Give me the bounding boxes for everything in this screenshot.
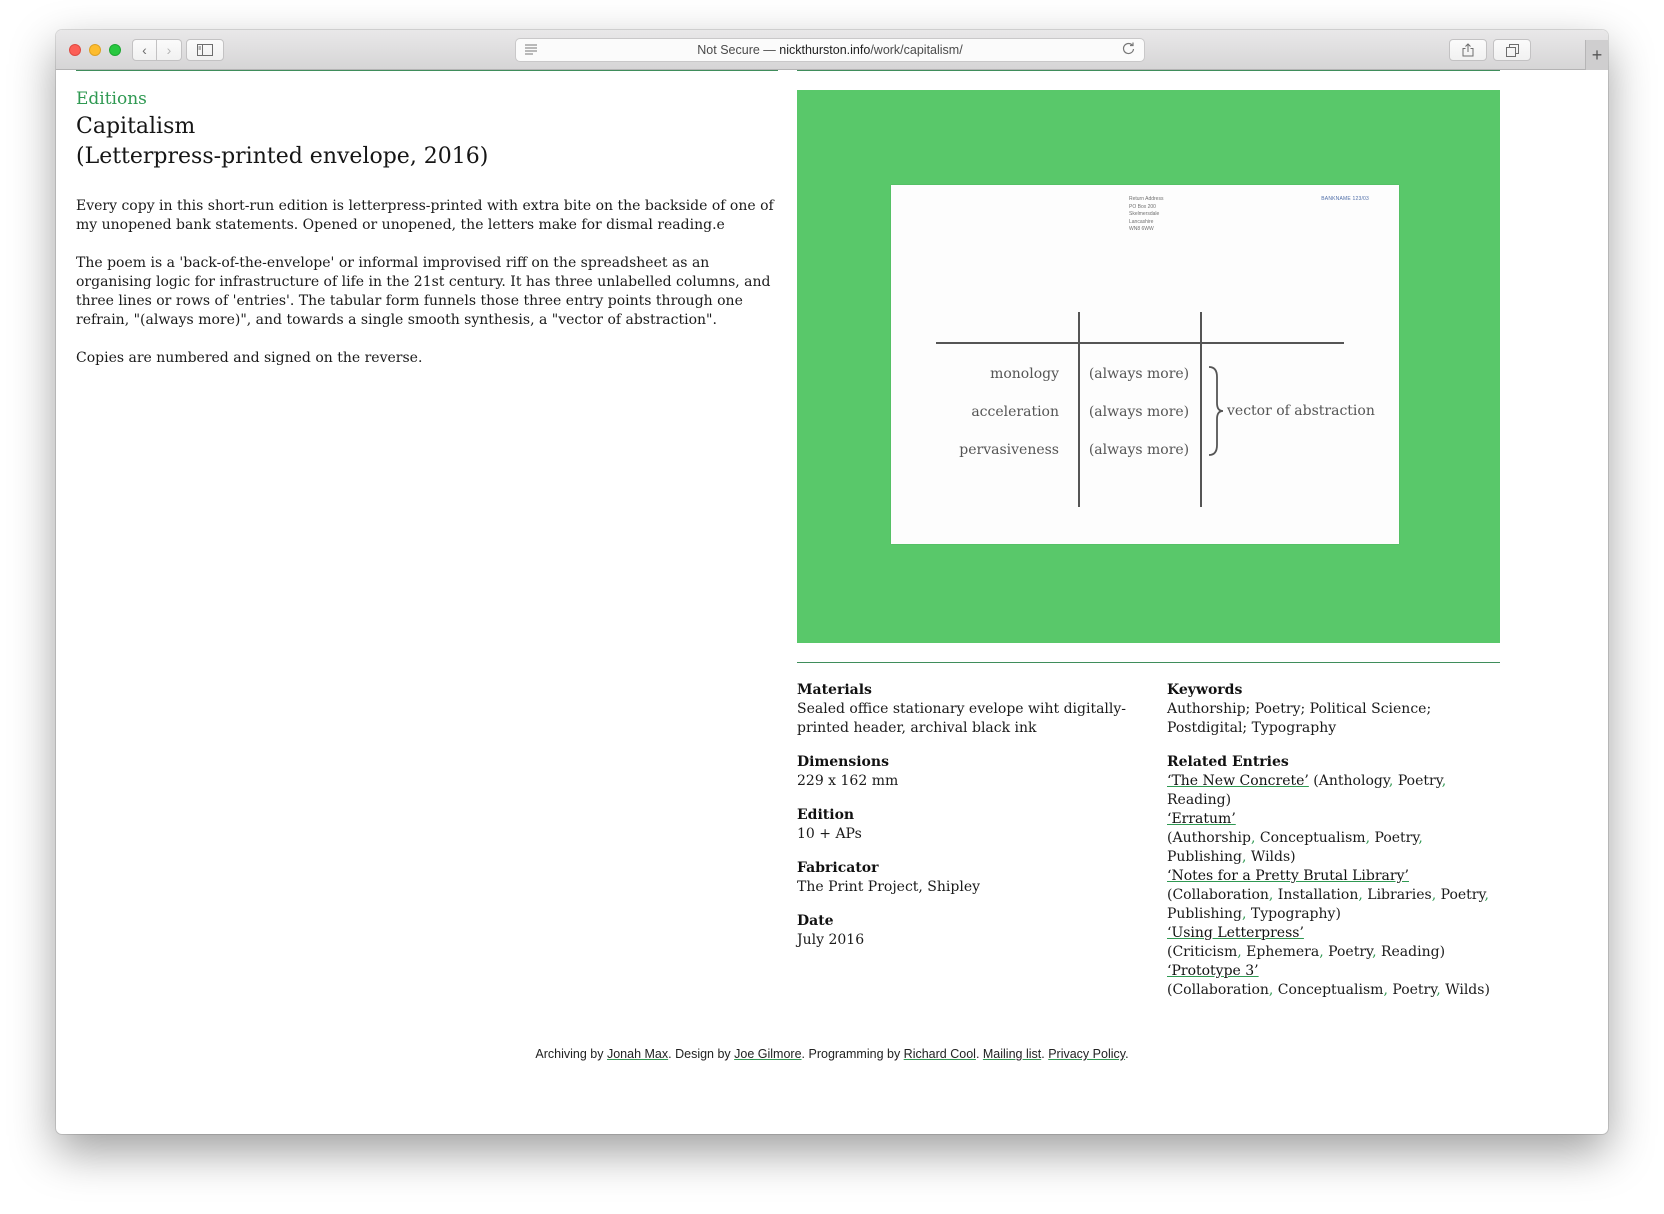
edition-field: Edition 10 + APs: [797, 807, 862, 842]
reload-icon[interactable]: [1122, 41, 1135, 58]
tabs-overview-button[interactable]: [1493, 39, 1531, 61]
history-nav: [132, 39, 182, 61]
related-entry-link[interactable]: ‘Erratum’: [1167, 811, 1236, 827]
keyword-tag[interactable]: Reading: [1167, 792, 1226, 808]
share-icon: [1462, 43, 1474, 57]
close-window-button[interactable]: [69, 44, 81, 56]
keyword-tag[interactable]: Ephemera: [1246, 944, 1320, 960]
keyword-tag[interactable]: Poetry: [1397, 773, 1442, 789]
related-entry-link[interactable]: ‘Using Letterpress’: [1167, 925, 1304, 941]
designer-link[interactable]: Joe Gilmore: [734, 1047, 802, 1061]
title-bar: [56, 30, 1608, 70]
materials-field: Materials Sealed office stationary evelope wiht digitally-printed header, archival black ink: [797, 682, 1127, 736]
poem-table: [891, 185, 1399, 544]
related-entry-link[interactable]: ‘Prototype 3’: [1167, 963, 1259, 979]
plus-icon: +: [1591, 44, 1603, 65]
envelope: [891, 185, 1399, 544]
address-bar[interactable]: [515, 38, 1145, 62]
date-field: Date July 2016: [797, 913, 865, 948]
envelope-return-address: Return Address PO Box 200 Skelmersdale Lancashire WN8 6WW: [1129, 196, 1164, 233]
forward-button[interactable]: [157, 39, 182, 61]
footer: Archiving by Jonah Max. Design by Joe Gilmore. Programming by Richard Cool. Mailing list. Privacy Policy.: [535, 1047, 1129, 1061]
poem-refrain: (always more): [1088, 366, 1190, 382]
keyword-tag[interactable]: Typography: [1250, 906, 1336, 922]
related-entry-link[interactable]: ‘The New Concrete’: [1167, 773, 1309, 789]
keyword-tag[interactable]: Anthology: [1318, 773, 1389, 789]
keywords-field: Keywords Authorship; Poetry; Political Science; Postdigital; Typography: [1167, 682, 1432, 736]
privacy-policy-link[interactable]: Privacy Policy: [1048, 1047, 1126, 1061]
related-entry-tags: (Collaboration, Installation, Libraries, Poetry, Publishing, Typography): [1167, 887, 1489, 922]
related-entries: Related Entries ‘The New Concrete’ (Anthology, Poetry, Reading) ‘Erratum’ (Authorship, Conceptualism, Poetry, Publishing, Wilds) ‘Notes for a Pretty Brutal Library’ (Collaboration, Installation, Libraries, Poetry, Publishing, Typography) ‘Using Letterpress’ (Criticism, Ephemera, Poetry, Reading) ‘Prototype 3’ (Collaboration, Conceptualism, Poetry, Wilds): [1167, 753, 1505, 1000]
minimize-window-button[interactable]: [89, 44, 101, 56]
divider: [76, 70, 778, 71]
chevron-left-icon: ‹: [142, 42, 147, 58]
category-link[interactable]: Editions: [76, 89, 147, 109]
poem-row-label: monology: [990, 366, 1059, 382]
dimensions-field: Dimensions 229 x 162 mm: [797, 754, 899, 789]
page-content: [56, 70, 1608, 1134]
related-entry-tags: (Anthology, Poetry, Reading): [1167, 773, 1447, 808]
chevron-right-icon: ›: [166, 42, 172, 58]
poem-row-label: acceleration: [971, 404, 1059, 420]
new-tab-button[interactable]: [1585, 40, 1608, 70]
archivist-link[interactable]: Jonah Max: [606, 1047, 669, 1061]
related-entry: [1167, 962, 1505, 1000]
url-host: nickthurston.info: [779, 43, 871, 57]
keyword-tag[interactable]: Poetry: [1374, 830, 1419, 846]
related-entry: [1167, 810, 1505, 867]
keyword-tag[interactable]: Poetry: [1328, 944, 1373, 960]
related-entry-tags: (Authorship, Conceptualism, Poetry, Publishing, Wilds): [1167, 830, 1423, 865]
poem-brace: [1209, 367, 1223, 455]
details-right: [1167, 681, 1505, 1015]
description-paragraph: The poem is a 'back-of-the-envelope' or informal improvised riff on the spreadsheet as an organising logic for infrastructure of life in the 21st century. It has three unlabelled columns, and three lines or rows of 'entries'. The tabular form funnels those three entry points through one refrain, "(always more)", and towards a single smooth synthesis, a "vector of abstraction".: [76, 255, 771, 328]
keyword-tag[interactable]: Collaboration: [1172, 982, 1269, 998]
poem-result: vector of abstraction: [1227, 403, 1375, 419]
description-paragraph: Every copy in this short-run edition is letterpress-printed with extra bite on the backside of one of my unopened bank statements. Opened or unopened, the letters make for dismal reading.e: [76, 198, 774, 233]
page-title: [76, 112, 488, 172]
security-status: Not Secure —: [697, 43, 776, 57]
sidebar-button[interactable]: [186, 39, 224, 61]
poem-refrain: (always more): [1088, 404, 1190, 420]
divider: [797, 662, 1500, 663]
tabs-icon: [1506, 44, 1519, 57]
description: [76, 197, 786, 387]
details-left: [797, 681, 1137, 965]
keyword-tag[interactable]: Poetry: [1440, 887, 1485, 903]
envelope-bank-logo: BANKNAME 123/03: [1321, 196, 1369, 202]
keyword-tag[interactable]: Wilds: [1250, 849, 1291, 865]
fabricator-field: Fabricator The Print Project, Shipley: [797, 860, 981, 895]
related-entry: [1167, 924, 1505, 962]
keyword-tag[interactable]: Collaboration: [1172, 887, 1269, 903]
related-entry-tags: (Criticism, Ephemera, Poetry, Reading): [1167, 944, 1446, 960]
keyword-tag[interactable]: Publishing: [1167, 906, 1243, 922]
keyword-tag[interactable]: Authorship: [1172, 830, 1251, 846]
keyword-tag[interactable]: Criticism: [1172, 944, 1238, 960]
mailing-list-link[interactable]: Mailing list: [982, 1047, 1042, 1061]
keyword-tag[interactable]: Conceptualism: [1277, 982, 1384, 998]
related-list: [1167, 772, 1505, 1000]
related-entry-tags: (Collaboration, Conceptualism, Poetry, Wilds): [1167, 982, 1490, 998]
related-entry: [1167, 867, 1505, 924]
poem-row-label: pervasiveness: [959, 442, 1059, 458]
keyword-tag[interactable]: Wilds: [1445, 982, 1485, 998]
url-path: /work/capitalism/: [870, 43, 963, 57]
related-entry: [1167, 772, 1505, 810]
reader-icon[interactable]: [524, 43, 538, 58]
keyword-tag[interactable]: Conceptualism: [1259, 830, 1366, 846]
description-paragraph: Copies are numbered and signed on the reverse.: [76, 350, 423, 366]
poem-refrain: (always more): [1088, 442, 1190, 458]
share-button[interactable]: [1449, 39, 1487, 61]
sidebar-icon: [197, 44, 213, 56]
back-button[interactable]: [132, 39, 157, 61]
title-main: Capitalism: [76, 114, 196, 139]
keyword-tag[interactable]: Poetry: [1392, 982, 1437, 998]
keyword-tag[interactable]: Publishing: [1167, 849, 1243, 865]
zoom-window-button[interactable]: [109, 44, 121, 56]
browser-window: [56, 30, 1608, 1134]
keyword-tag[interactable]: Libraries: [1367, 887, 1432, 903]
artwork-image: [797, 90, 1500, 643]
programmer-link[interactable]: Richard Cool: [903, 1047, 976, 1061]
keyword-tag[interactable]: Installation: [1277, 887, 1359, 903]
related-entry-link[interactable]: ‘Notes for a Pretty Brutal Library’: [1167, 868, 1409, 884]
title-subtitle: (Letterpress-printed envelope, 2016): [76, 144, 489, 169]
keyword-tag[interactable]: Reading: [1380, 944, 1440, 960]
divider: [797, 70, 1500, 71]
